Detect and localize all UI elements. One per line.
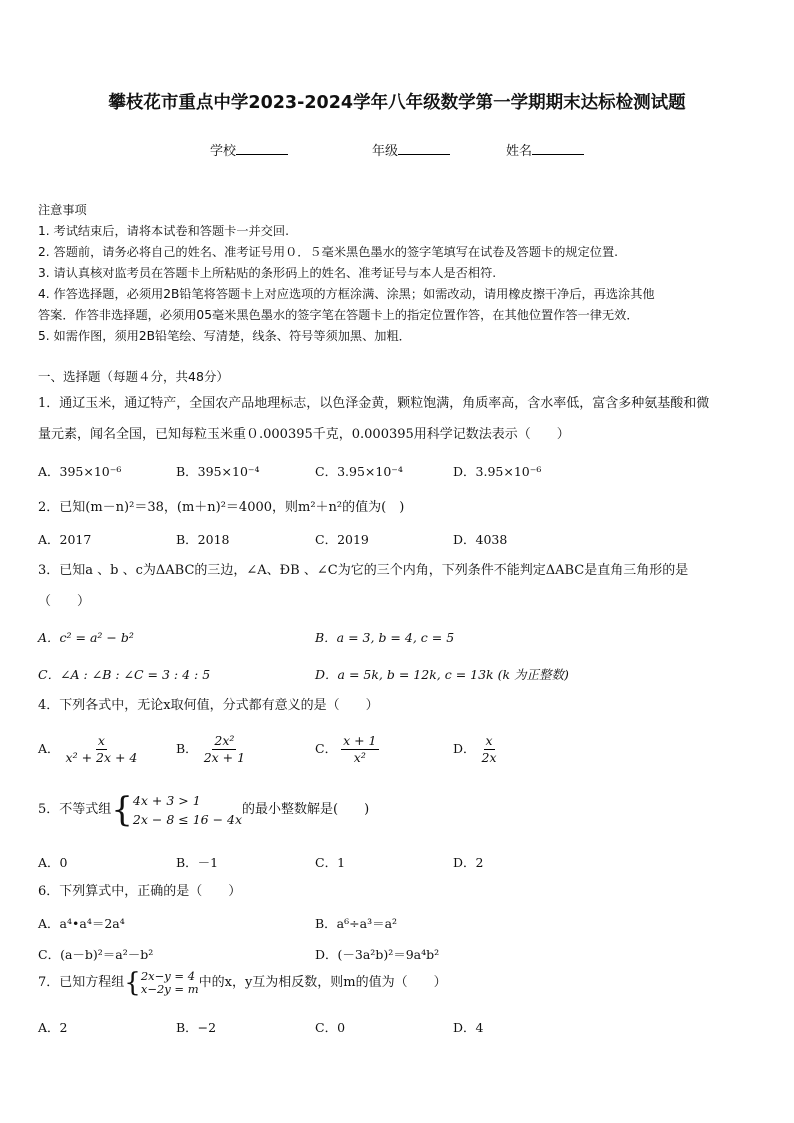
q5-option-b[interactable]: B．－1 (176, 855, 219, 870)
q5-option-c[interactable]: C．1 (315, 855, 346, 870)
question-7 (38, 970, 447, 996)
q6-option-b[interactable]: B．a⁶÷a³＝a² (315, 916, 398, 931)
q2-option-b[interactable]: B．2018 (176, 532, 230, 547)
denominator: x² + 2x + 4 (65, 750, 138, 765)
notice-item: 5. 如需作图，须用2B铅笔绘、写清楚，线条、符号等须加黑、加粗． (38, 329, 411, 343)
q7-option-a[interactable]: A．2 (38, 1020, 68, 1035)
inequality-2: 2x − 8 ≤ 16 − 4x (132, 812, 243, 827)
section-heading: 一、选择题（每题４分，共48分） (38, 369, 229, 384)
fraction (480, 733, 499, 766)
inequality-1: 4x + 3 > 1 (132, 793, 201, 808)
q1-option-a[interactable]: A．395×10⁻⁶ (38, 464, 122, 479)
brace-icon: { (124, 968, 141, 998)
fraction (341, 733, 378, 766)
school-label: 学校 (210, 144, 237, 159)
q3-option-b[interactable]: B．a = 3, b = 4, c = 5 (315, 630, 455, 645)
numerator: x + 1 (343, 733, 377, 748)
q4-option-c[interactable] (315, 733, 379, 766)
page-title: 攀枝花市重点中学2023-2024学年八年级数学第一学期期末达标检测试题 (108, 93, 686, 113)
question-3-line1: 3．已知a 、b 、c为ΔABC的三边，∠A、ÐB 、∠C为它的三个内角，下列条件不能判定ΔABC是直角三角形的是 (38, 563, 689, 578)
q7-option-c[interactable]: C．0 (315, 1020, 346, 1035)
notice-item: 1. 考试结束后，请将本试卷和答题卡一并交回. (38, 224, 289, 238)
q2-option-a[interactable]: A．2017 (38, 532, 92, 547)
q7-suffix: 中的x，y互为相反数，则m的值为（ ） (198, 975, 447, 990)
q7-prefix: 7．已知方程组 (38, 975, 125, 990)
q4-option-c-label: C． (315, 741, 338, 756)
numerator: 2x² (214, 733, 235, 748)
q4-option-a[interactable] (38, 733, 139, 766)
notice-block (38, 200, 655, 347)
question-2: 2．已知(m－n)²＝38，(m＋n)²＝4000，则m²＋n²的值为( ) (38, 500, 405, 515)
notice-item: 答案．作答非选择题，必须用05毫米黑色墨水的签字笔在答题卡上的指定位置作答，在其他位置作答一律无效． (38, 308, 639, 322)
q6-option-d[interactable]: D．(－3a²b)²＝9a⁴b² (315, 947, 440, 962)
notice-heading: 注意事项 (38, 203, 87, 217)
numerator: x (97, 733, 105, 748)
question-5 (38, 791, 369, 829)
q3-option-a[interactable]: A．c² = a² − b² (38, 630, 134, 645)
q7-option-d[interactable]: D．4 (453, 1020, 484, 1035)
school-blank (236, 144, 288, 155)
notice-item: 3. 请认真核对监考员在答题卡上所粘贴的条形码上的姓名、准考证号与本人是否相符. (38, 266, 497, 280)
grade-blank (398, 144, 450, 155)
equation-system (141, 970, 199, 996)
q6-option-a[interactable]: A．a⁴•a⁴＝2a⁴ (38, 916, 125, 931)
q2-option-c[interactable]: C．2019 (315, 532, 369, 547)
q3-option-c[interactable]: C．∠A : ∠B : ∠C = 3 : 4 : 5 (38, 667, 211, 682)
q3-option-d[interactable]: D．a = 5k, b = 12k, c = 13k (k 为正整数) (315, 667, 569, 682)
q4-option-a-label: A． (38, 741, 60, 756)
notice-item: 4. 作答选择题，必须用2B铅笔将答题卡上对应选项的方框涂满、涂黑；如需改动，请用橡皮擦干净后，再选涂其他 (38, 287, 655, 301)
name-label: 姓名 (506, 144, 533, 159)
grade-label: 年级 (372, 144, 399, 159)
question-3-line2: （ ） (38, 594, 91, 609)
grade-field (372, 140, 450, 159)
q4-option-b-label: B． (176, 741, 198, 756)
name-field (506, 140, 584, 159)
question-6: 6．下列算式中，正确的是（ ） (38, 884, 242, 899)
equation-2: x−2y = m (140, 982, 199, 996)
q5-prefix: 5．不等式组 (38, 802, 112, 817)
fraction (202, 733, 247, 766)
q2-option-d[interactable]: D．4038 (453, 532, 508, 547)
q4-option-d[interactable] (453, 733, 499, 766)
q4-option-b[interactable] (176, 733, 247, 766)
question-4: 4．下列各式中，无论x取何值，分式都有意义的是（ ） (38, 698, 379, 713)
q5-suffix: 的最小整数解是( ) (242, 802, 370, 817)
q5-option-a[interactable]: A．0 (38, 855, 68, 870)
q6-option-c[interactable]: C．(a－b)²＝a²－b² (38, 947, 154, 962)
question-1-line1: 1．通辽玉米，通辽特产，全国农产品地理标志，以色泽金黄，颗粒饱满，角质率高，含水率低，富含多种氨基酸和微 (38, 396, 710, 411)
denominator: 2x + 1 (203, 750, 246, 765)
q4-option-d-label: D． (453, 741, 476, 756)
denominator: 2x (481, 750, 497, 765)
notice-item: 2. 答题前，请务必将自己的姓名、准考证号用０．５毫米黑色墨水的签字笔填写在试卷及答题卡的规定位置. (38, 245, 619, 259)
denominator: x² (353, 750, 366, 765)
equation-1: 2x−y = 4 (140, 969, 196, 983)
school-field (210, 140, 288, 159)
q5-option-d[interactable]: D．2 (453, 855, 484, 870)
q7-option-b[interactable]: B．−2 (176, 1020, 217, 1035)
name-blank (532, 144, 584, 155)
numerator: x (485, 733, 493, 748)
q1-option-c[interactable]: C．3.95×10⁻⁴ (315, 464, 403, 479)
q1-option-b[interactable]: B．395×10⁻⁴ (176, 464, 260, 479)
inequality-system (133, 791, 242, 829)
question-1-line2: 量元素，闻名全国，已知每粒玉米重０.000395千克，0.000395用科学记数法表示（ ） (38, 427, 570, 442)
brace-icon: { (111, 790, 133, 830)
fraction (64, 733, 140, 766)
q1-option-d[interactable]: D．3.95×10⁻⁶ (453, 464, 542, 479)
